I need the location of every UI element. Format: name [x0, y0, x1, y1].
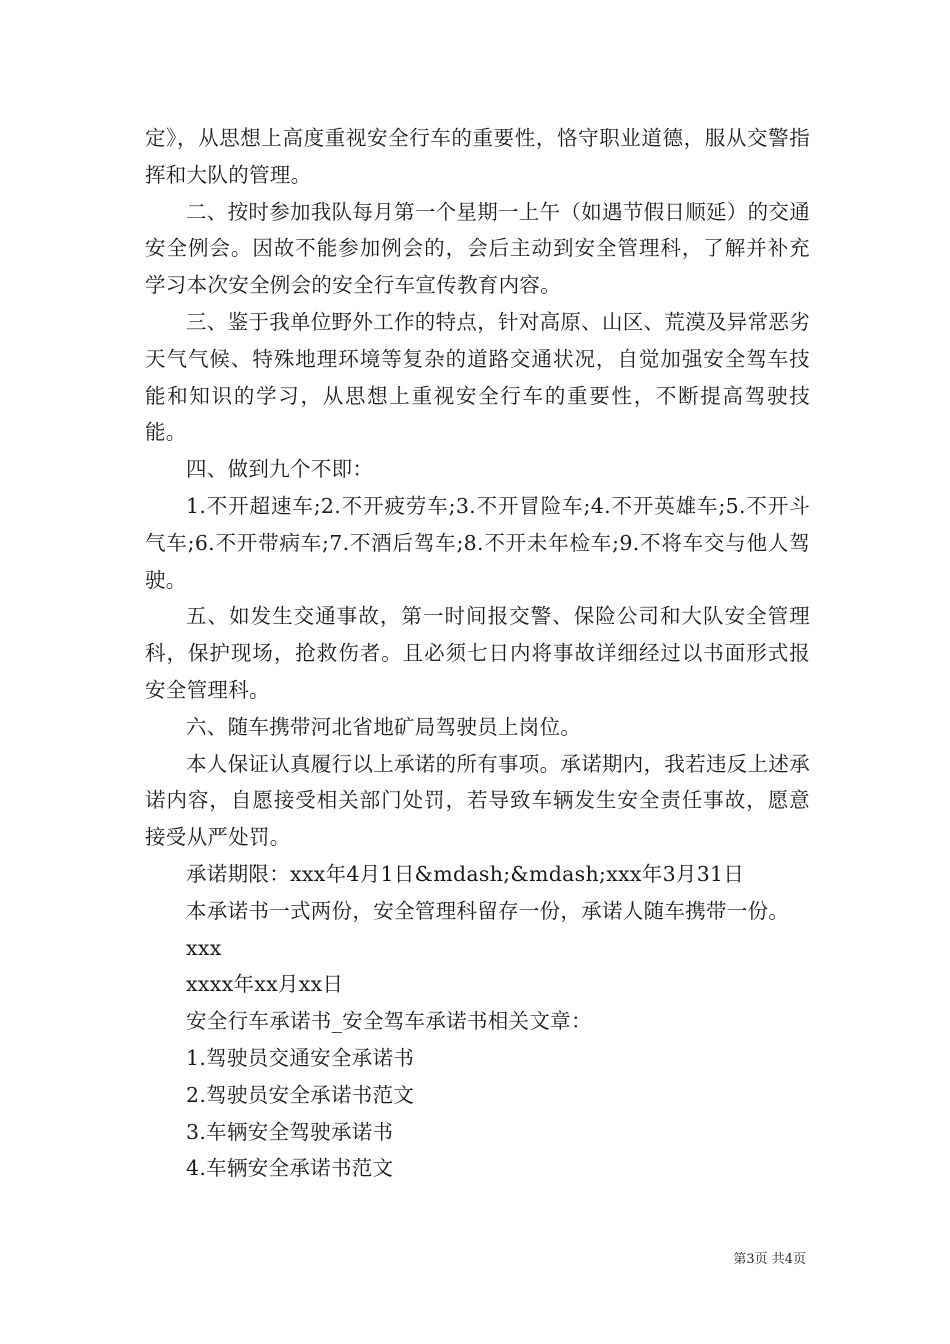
document-body: [145, 120, 810, 1187]
paragraph-item-6: 六、随车携带河北省地矿局驾驶员上岗位。: [186, 714, 582, 739]
related-article-link-1[interactable]: 1.驾驶员交通安全承诺书: [186, 1045, 415, 1070]
paragraph-period: 承诺期限：xxx年4月1日&mdash;&mdash;xxx年3月31日: [186, 861, 745, 886]
paragraph-item-5: 五、如发生交通事故，第一时间报交警、保险公司和大队安全管理科，保护现场，抢救伤者。且必须七日内将事故详细经过以书面形式报安全管理科。: [145, 604, 810, 702]
signature-date: xxxx年xx月xx日: [186, 972, 344, 997]
related-article-link-4[interactable]: 4.车辆安全承诺书范文: [186, 1156, 394, 1181]
page-number-footer: 第3页 共4页: [733, 1252, 806, 1267]
paragraph-copies: 本承诺书一式两份，安全管理科留存一份，承诺人随车携带一份。: [186, 898, 790, 923]
related-article-link-3[interactable]: 3.车辆安全驾驶承诺书: [186, 1119, 394, 1144]
paragraph-pledge: 本人保证认真履行以上承诺的所有事项。承诺期内，我若违反上述承诺内容，自愿接受相关部门处罚，若导致车辆发生安全责任事故，愿意接受从严处罚。: [145, 751, 810, 850]
related-articles-heading: 安全行车承诺书_安全驾车承诺书相关文章：: [186, 1009, 592, 1034]
paragraph-item-2: 二、按时参加我队每月第一个星期一上午（如遇节假日顺延）的交通安全例会。因故不能参加例会的，会后主动到安全管理科，了解并补充学习本次安全例会的安全行车宣传教育内容。: [145, 199, 810, 298]
related-article-link-2[interactable]: 2.驾驶员安全承诺书范文: [186, 1082, 415, 1107]
paragraph-continuation: 定》，从思想上高度重视安全行车的重要性，恪守职业道德，服从交警指挥和大队的管理。: [145, 126, 810, 187]
paragraph-item-3: 三、鉴于我单位野外工作的特点，针对高原、山区、荒漠及异常恶劣天气气候、特殊地理环境等复杂的道路交通状况，自觉加强安全驾车技能和知识的学习，从思想上重视安全行车的重要性，不断提高驾驶技能。: [145, 309, 810, 445]
paragraph-item-4: 四、做到九个不即：: [186, 457, 374, 482]
paragraph-nine-rules: 1.不开超速车;2.不开疲劳车;3.不开冒险车;4.不开英雄车;5.不开斗气车;6.不开带病车;7.不酒后驾车;8.不开未年检车;9.不将车交与他人驾驶。: [145, 493, 810, 592]
signature-name: xxx: [186, 935, 222, 960]
